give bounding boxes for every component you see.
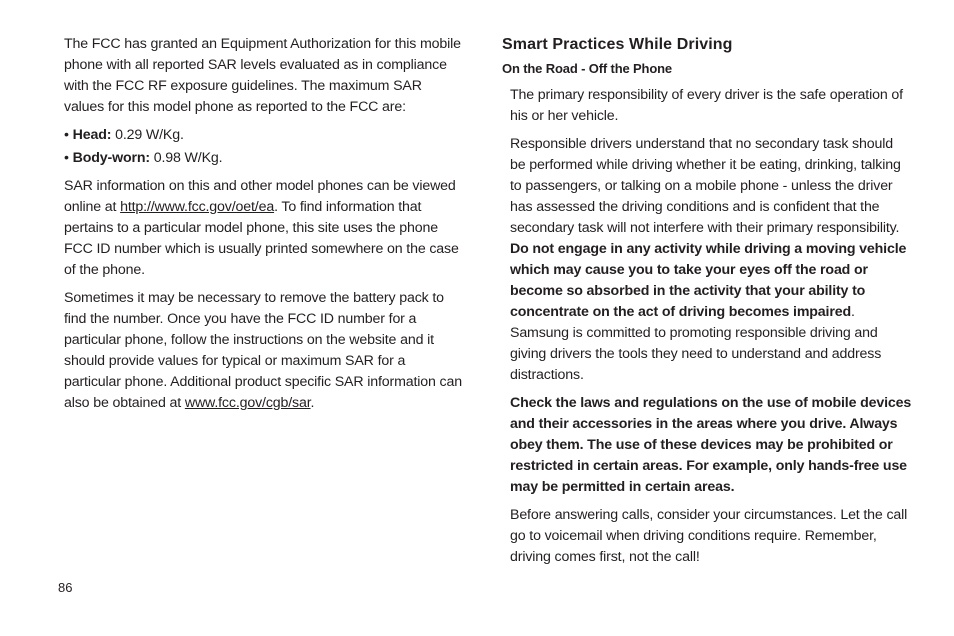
- responsible-drivers-paragraph: [510, 134, 912, 386]
- battery-paragraph: [64, 288, 464, 414]
- text-span: Sometimes it may be necessary to remove the battery pack to find the number. Once you have the FCC ID number for a particular phone, follow the instructions on the website and it should provide values for typical or maximum SAR for a particular phone. Additional product specific SAR information can also be obtained at: [64, 290, 462, 411]
- bullet-marker: •: [64, 150, 69, 166]
- left-column: [64, 34, 464, 421]
- check-laws-paragraph: [510, 393, 912, 498]
- sar-head-value: 0.29 W/Kg.: [111, 127, 184, 143]
- sar-body-value: 0.98 W/Kg.: [149, 150, 223, 166]
- text-span: .: [310, 395, 315, 411]
- sar-body-label: Body-worn:: [72, 150, 150, 166]
- fcc-oet-link[interactable]: http://www.fcc.gov/oet/ea: [120, 199, 275, 215]
- text-span: SAR information on this and other model phones can be viewed online at: [64, 178, 456, 215]
- warning-bold-text: Do not engage in any activity while driving a moving vehicle which may cause you to take your eyes off the road or become so absorbed in the activity that your ability to concentrate on the act of driving becomes impaired: [510, 241, 907, 320]
- text-span: . Samsung is committed to promoting responsible driving and giving drivers the tools they need to understand and address distractions.: [510, 304, 882, 383]
- fcc-cgb-link[interactable]: www.fcc.gov/cgb/sar: [184, 395, 311, 411]
- answering-calls-paragraph: Before answering calls, consider your circumstances. Let the call go to voicemail when driving conditions require. Remember, driving comes first, not the call!: [510, 507, 908, 565]
- sar-online-paragraph: [64, 176, 464, 281]
- sar-head-item: [64, 125, 464, 146]
- right-column: [502, 34, 912, 575]
- sar-body-item: [64, 148, 464, 169]
- fcc-authorization-paragraph: The FCC has granted an Equipment Authorization for this mobile phone with all reported SAR levels evaluated as in compliance with the FCC RF exposure guidelines. The maximum SAR values for this model phone as reported to the FCC are:: [64, 36, 461, 115]
- section-subheading: On the Road - Off the Phone: [502, 61, 672, 76]
- section-heading: Smart Practices While Driving: [502, 36, 733, 53]
- check-laws-bold-text: Check the laws and regulations on the use of mobile devices and their accessories in the areas where you drive. Always obey them. The use of these devices may be prohibited or restricted in certain areas. For example, only hands-free use may be permitted in certain areas.: [510, 395, 912, 495]
- page-number: 86: [58, 580, 73, 595]
- text-span: Responsible drivers understand that no secondary task should be performed while driving whether it be eating, drinking, talking to passengers, or talking on a mobile phone - unless the driver has assessed the driving conditions and is confident that the secondary task will not interfere with their primary responsibility.: [510, 136, 901, 236]
- right-body: [502, 85, 912, 568]
- text-span: . To find information that pertains to a particular model phone, this site uses the phone FCC ID number which is usually printed somewhere on the case of the phone.: [64, 199, 459, 278]
- primary-responsibility-paragraph: The primary responsibility of every driver is the safe operation of his or her vehicle.: [510, 87, 903, 124]
- bullet-marker: •: [64, 127, 69, 143]
- sar-head-label: Head:: [72, 127, 112, 143]
